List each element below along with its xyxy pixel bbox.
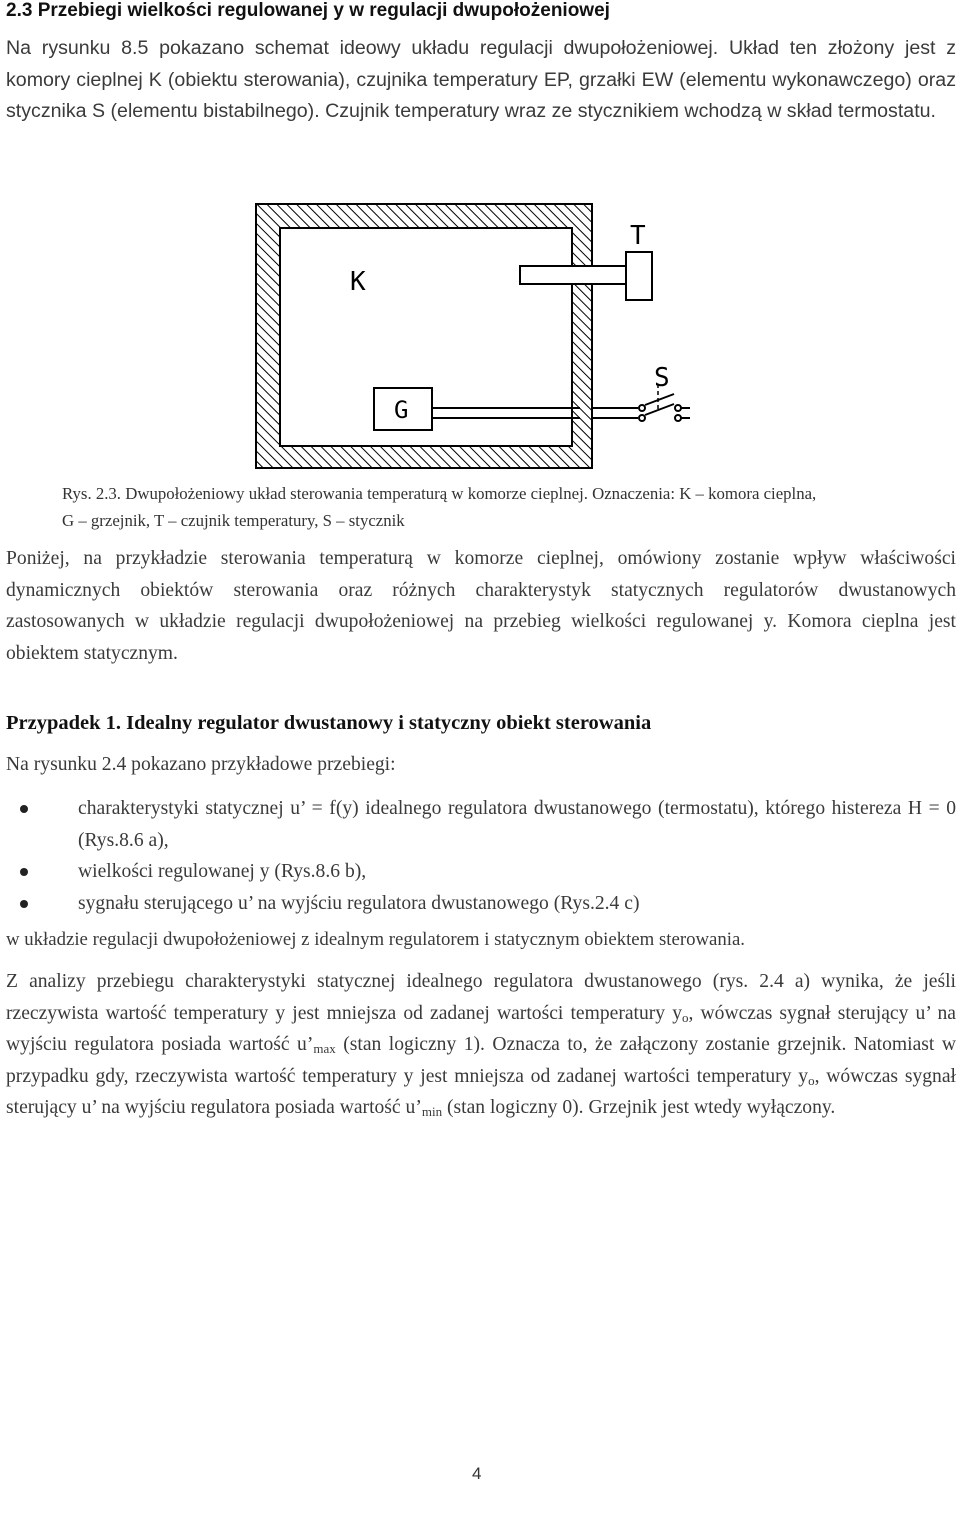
bullet-icon [20, 900, 28, 908]
bullet-icon [20, 868, 28, 876]
page-number: 4 [472, 1464, 482, 1483]
bullet-list [6, 793, 956, 919]
label-s: S [654, 363, 670, 393]
case-title: Przypadek 1. Idealny regulator dwustanowy i statyczny obiekt sterowania [6, 712, 652, 734]
paragraph-4: w układzie regulacji dwupołożeniowej z idealnym regulatorem i statycznym obiektem sterowania. [6, 929, 745, 950]
p5-text-5: (stan logiczny 0). Grzejnik jest wtedy wyłączony. [442, 1097, 836, 1118]
p5-sub-1: o [682, 1009, 689, 1025]
p5-text-4: , wówczas sygnał sterujący u’ na wyjściu regulatora posiada wartość u’ [6, 1065, 956, 1118]
p5-sub-4: min [421, 1104, 443, 1119]
caption-line-2: G – grzejnik, T – czujnik temperatury, S – stycznik [62, 511, 405, 530]
list-item [6, 856, 956, 888]
paragraph-2: Poniżej, na przykładzie sterowania temperaturą w komorze cieplnej, omówiony zostanie wpływ właściwości dynamicznych obiektów sterowania oraz różnych charakterystyk statycznych regulatorów dwustanowych zastosowanych w układzie regulacji dwupołożeniowej na przebieg wielkości regulowanej y. Komora cieplna jest obiektem statycznym. [6, 548, 956, 664]
section-heading: 2.3 Przebiegi wielkości regulowanej y w regulacji dwupołożeniowej [6, 0, 610, 21]
p5-sub-2: max [313, 1041, 336, 1056]
label-t: T [630, 221, 646, 251]
p5-sub-3: o [808, 1072, 815, 1088]
label-k: K [350, 267, 366, 297]
p5-text-3: (stan logiczny 1). Oznacza to, że załączony zostanie grzejnik. Natomiast w przypadku gdy, rzeczywista wartość temperatury y jest mniejsza od zadanej wartości temperatury y [6, 1034, 956, 1087]
sensor-head [626, 252, 652, 300]
paragraph-5 [6, 966, 956, 1124]
caption-line-1: Rys. 2.3. Dwupołożeniowy układ sterowania temperaturą w komorze cieplnej. Oznaczenia: K – komora cieplna, [62, 484, 817, 503]
sensor-probe [520, 266, 626, 284]
list-item [6, 888, 956, 920]
list-item-text: wielkości regulowanej y (Rys.8.6 b), [78, 861, 367, 882]
list-item-text: sygnału sterującego u’ na wyjściu regulatora dwustanowego (Rys.2.4 c) [78, 892, 640, 914]
figure-diagram [250, 198, 720, 478]
p5-text-2: , wówczas sygnał sterujący u’ na wyjściu regulatora posiada wartość u’ [6, 1002, 956, 1055]
paragraph-3: Na rysunku 2.4 pokazano przykładowe przebiegi: [6, 754, 396, 775]
bullet-icon [20, 805, 28, 813]
list-item-text: charakterystyki statycznej u’ = f(y) idealnego regulatora dwustanowego (termostatu), którego histereza H = 0 (Rys.8.6 a), [78, 798, 956, 851]
figure-caption [62, 480, 960, 534]
list-item [6, 793, 956, 856]
label-g: G [394, 396, 409, 424]
thermostat-schematic [250, 198, 720, 478]
intro-paragraph: Na rysunku 8.5 pokazano schemat ideowy układu regulacji dwupołożeniowej. Układ ten złożony jest z komory cieplnej K (obiektu sterowania), czujnika temperatury EP, grzałki EW (elementu wykonawczego) oraz stycznika S (elementu bistabilnego). Czujnik temperatury wraz ze stycznikiem wchodzą w skład termostatu. [6, 37, 956, 122]
p5-text-1: Z analizy przebiegu charakterystyki statycznej idealnego regulatora dwustanowego (rys. 2.4 a) wynika, że jeśli rzeczywista wartość temperatury y jest mniejsza od zadanej wartości temperatury y [6, 971, 956, 1024]
